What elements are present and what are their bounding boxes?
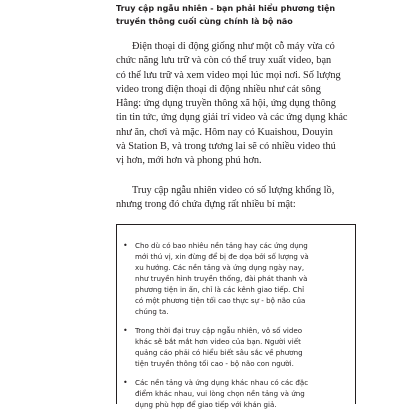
- heading-line: truyền thông cuối cùng chính là bộ não: [116, 17, 293, 26]
- paragraph-line: video trong điện thoại di động nhiều như cát sông: [116, 83, 321, 95]
- paragraph-line: nhưng trong đó chứa đựng rất nhiều bí mật:: [116, 199, 296, 211]
- bullet-line: Trong thời đại truy cập ngẫu nhiên, vô số video: [135, 326, 303, 335]
- bullet-line: như truyền hình truyền thống, đài phát thanh và: [135, 274, 308, 283]
- bullet-item: [119, 325, 353, 369]
- bullet-line: có một phương tiện tối cao thực sự - bộ não của: [135, 296, 306, 305]
- bullet-line: khác sẽ bắt mắt hơn video của bạn. Người viết: [135, 337, 301, 346]
- paragraph-line: Hằng: ứng dụng truyền thông xã hội, ứng dụng thông: [116, 98, 336, 110]
- bullet-line: xu hướng. Các nền tảng và ứng dụng ngày nay,: [135, 263, 305, 272]
- body-paragraph-1: [116, 40, 352, 169]
- section-heading: [116, 2, 356, 28]
- paragraph-line: và Station B, và trong tương lai sẽ có nhiều video thú: [116, 141, 336, 153]
- bullet-symbol: •: [123, 326, 128, 335]
- bullet-line: mới thú vị, xin đừng để bị đe dọa bởi số lượng và: [135, 252, 309, 261]
- bullet-line: Các nền tảng và ứng dụng khác nhau có các đặc: [135, 378, 309, 387]
- paragraph-line: vị hơn, mới hơn và phong phú hơn.: [116, 155, 262, 167]
- body-paragraph-2: [116, 184, 352, 213]
- bullet-line: dụng phù hợp để giao tiếp với khán giả.: [135, 400, 277, 409]
- bullet-line: phương tiện in ấn, chỉ là các kênh giao tiếp. Chỉ: [135, 285, 305, 294]
- bullet-line: Cho dù có bao nhiêu nền tảng hay các ứng dụng: [135, 241, 308, 250]
- bullet-item: [119, 377, 353, 410]
- heading-line: Truy cập ngẫu nhiên - bạn phải hiểu phương tiện: [116, 4, 336, 13]
- bullet-line: điểm khác nhau, vui lòng chọn nền tảng và ứng: [135, 389, 305, 398]
- bullet-item: [119, 240, 353, 317]
- paragraph-line: chức năng lưu trữ và còn có thể truy xuất video, bạn: [116, 55, 332, 67]
- bullet-symbol: •: [123, 378, 128, 387]
- paragraph-line: Truy cập ngẫu nhiên video có số lượng khổng lồ,: [132, 185, 335, 196]
- paragraph-line: Điện thoại di động giống như một cỗ máy vừa có: [132, 41, 335, 52]
- bullet-symbol: •: [123, 241, 128, 250]
- bullet-line: chúng ta.: [135, 307, 169, 316]
- paragraph-line: tin tin tức, ứng dụng giải trí video và các ứng dụng khác: [116, 112, 348, 124]
- paragraph-line: như ăn, chơi và mặc. Hôm nay có Kuaishou, Douyin: [116, 126, 333, 138]
- bullet-line: tiện truyền thông tối cao - bộ não con người.: [135, 359, 294, 368]
- bullet-list: [119, 240, 353, 418]
- paragraph-line: có thể lưu trữ và xem video mọi lúc mọi nơi. Số lượng: [116, 69, 341, 81]
- bullet-line: quảng cáo phải có hiểu biết sâu sắc về phương: [135, 348, 303, 357]
